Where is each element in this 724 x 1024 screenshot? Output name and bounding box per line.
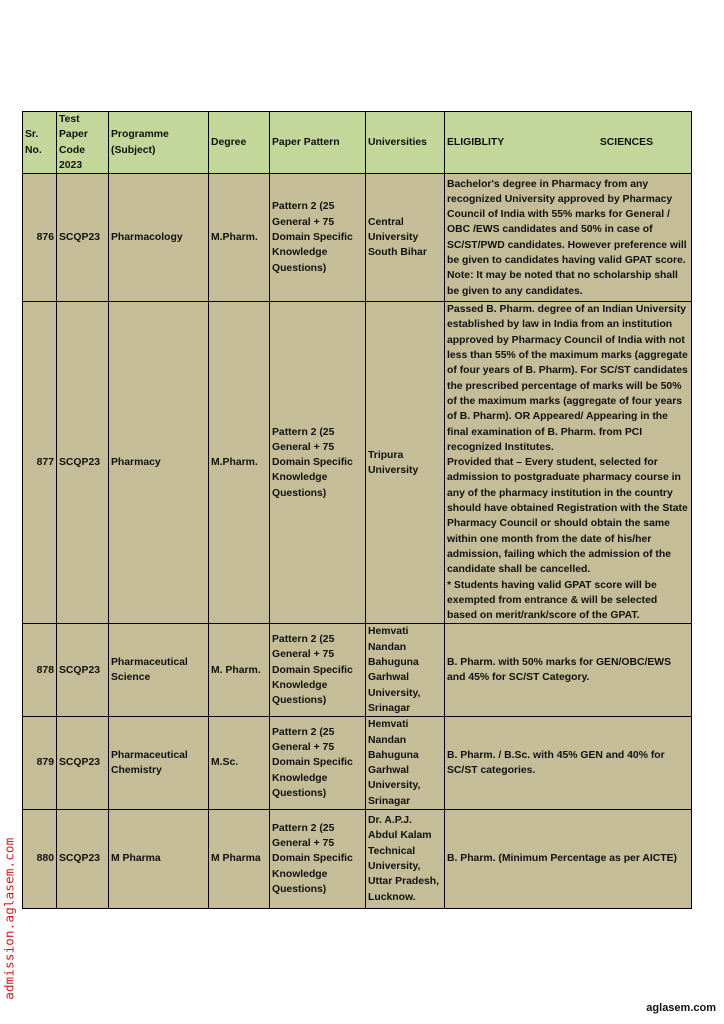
university-cell: Tripura University: [366, 302, 445, 624]
paper-code-cell: SCQP23: [57, 174, 109, 302]
degree-cell: M.Sc.: [209, 717, 270, 810]
university-cell: Central University South Bihar: [366, 174, 445, 302]
watermark-url: admission.aglasem.com: [1, 837, 17, 1000]
programme-cell: Pharmaceutical Chemistry: [109, 717, 209, 810]
header-sr-no: Sr. No.: [23, 112, 57, 174]
paper-code-cell: SCQP23: [57, 624, 109, 717]
header-test-paper-code: Test Paper Code 2023: [57, 112, 109, 174]
paper-pattern-cell: Pattern 2 (25 General + 75 Domain Specific Knowledge Questions): [270, 809, 366, 908]
degree-cell: M Pharma: [209, 809, 270, 908]
table-row: [23, 624, 692, 717]
university-cell: Hemvati Nandan Bahuguna Garhwal University, Srinagar: [366, 624, 445, 717]
sr-no-cell: 876: [23, 174, 57, 302]
programme-cell: M Pharma: [109, 809, 209, 908]
header-degree: Degree: [209, 112, 270, 174]
paper-code-cell: SCQP23: [57, 302, 109, 624]
eligibility-cell: B. Pharm. with 50% marks for GEN/OBC/EWS and 45% for SC/ST Category.: [445, 624, 692, 717]
footer-site-name: aglasem.com: [646, 1002, 716, 1014]
sr-no-cell: 879: [23, 717, 57, 810]
paper-code-cell: SCQP23: [57, 717, 109, 810]
eligibility-cell: B. Pharm. (Minimum Percentage as per AICTE): [445, 809, 692, 908]
programme-cell: Pharmacy: [109, 302, 209, 624]
paper-code-cell: SCQP23: [57, 809, 109, 908]
header-eligibility: [445, 112, 692, 174]
programme-cell: Pharmacology: [109, 174, 209, 302]
sr-no-cell: 878: [23, 624, 57, 717]
sr-no-cell: 877: [23, 302, 57, 624]
header-stream-label: SCIENCES: [599, 136, 653, 148]
eligibility-cell: Passed B. Pharm. degree of an Indian University established by law in India from an institution approved by Pharmacy Council of India with not less than 55% of the maximum marks (aggregate of four years of B. Pharm). For SC/ST candidates the prescribed percentage of marks will be 50% of the maximum marks (aggregate of four years of B. Pharm). OR Appeared/ Appearing in the final examination of B. Pharm. from PCI recognized Institutes. Provided that – Every student, selected for admission to postgraduate pharmacy course in any of the pharmacy institution in the country should have obtained Registration with the State Pharmacy Council or should obtain the same within one month from the date of his/her admission, failing which the admission of the candidate shall be cancelled. * Students having valid GPAT score will be exempted from entrance & will be selected based on merit/rank/score of the GPAT.: [445, 302, 692, 624]
paper-pattern-cell: Pattern 2 (25 General + 75 Domain Specific Knowledge Questions): [270, 174, 366, 302]
eligibility-cell: Bachelor's degree in Pharmacy from any recognized University approved by Pharmacy Council of India with 55% marks for General / OBC /EWS candidates and 50% in case of SC/ST/PWD candidates. However preference will be given to candidates having valid GPAT score. Note: It may be noted that no scholarship shall be given to any candidates.: [445, 174, 692, 302]
header-universities: Universities: [366, 112, 445, 174]
paper-pattern-cell: Pattern 2 (25 General + 75 Domain Specific Knowledge Questions): [270, 717, 366, 810]
sr-no-cell: 880: [23, 809, 57, 908]
degree-cell: M. Pharm.: [209, 624, 270, 717]
header-paper-pattern: Paper Pattern: [270, 112, 366, 174]
paper-pattern-cell: Pattern 2 (25 General + 75 Domain Specific Knowledge Questions): [270, 624, 366, 717]
eligibility-cell: B. Pharm. / B.Sc. with 45% GEN and 40% for SC/ST categories.: [445, 717, 692, 810]
programme-cell: Pharmaceutical Science: [109, 624, 209, 717]
header-eligibility-label: ELIGIBLITY: [447, 136, 505, 148]
degree-cell: M.Pharm.: [209, 174, 270, 302]
degree-cell: M.Pharm.: [209, 302, 270, 624]
table-row: [23, 302, 692, 624]
table-header-row: [23, 112, 692, 174]
header-programme: Programme (Subject): [109, 112, 209, 174]
paper-pattern-cell: Pattern 2 (25 General + 75 Domain Specific Knowledge Questions): [270, 302, 366, 624]
university-cell: Hemvati Nandan Bahuguna Garhwal University, Srinagar: [366, 717, 445, 810]
table-row: [23, 809, 692, 908]
table-row: [23, 717, 692, 810]
table-row: [23, 174, 692, 302]
eligibility-table: [22, 111, 692, 909]
university-cell: Dr. A.P.J. Abdul Kalam Technical University, Uttar Pradesh, Lucknow.: [366, 809, 445, 908]
